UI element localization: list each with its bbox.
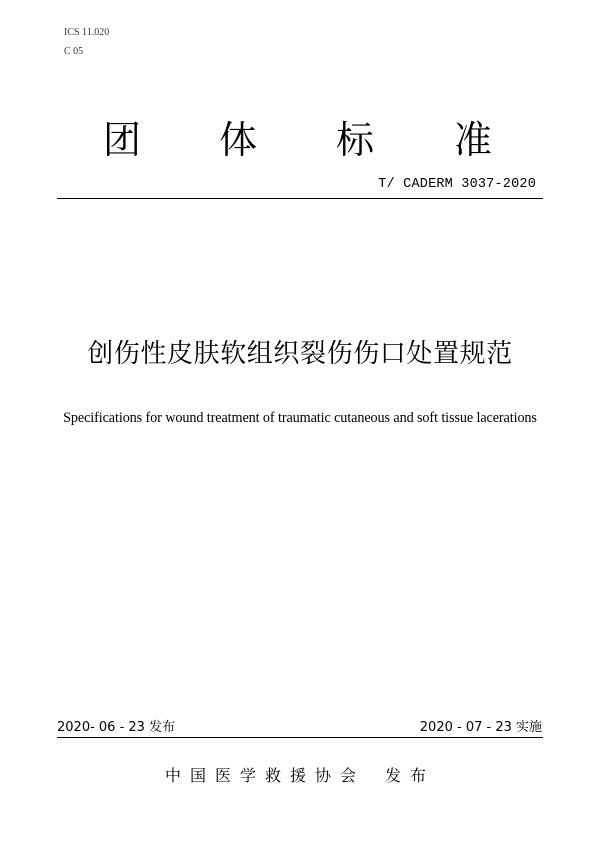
ics-code: ICS 11.020 [64, 27, 110, 38]
bottom-divider [57, 737, 543, 738]
top-divider [57, 198, 543, 199]
publish-label: 发布 [385, 766, 436, 785]
standard-type-char: 准 [454, 118, 493, 162]
document-title-english: Specifications for wound treatment of traumatic cutaneous and soft tissue lacerations [63, 410, 537, 426]
standard-type-heading [100, 118, 500, 162]
publisher-name: 中国医学救援协会 [164, 766, 365, 785]
standard-number: T/ CADERM 3037-2020 [378, 177, 536, 192]
publish-date: 2020- 06 - 23 发布 [57, 720, 176, 735]
standard-type-char: 团 [103, 118, 142, 162]
ccs-code: C 05 [64, 46, 84, 57]
publisher-line [0, 763, 600, 786]
implementation-date: 2020 - 07 - 23 实施 [419, 720, 542, 735]
standard-type-char: 标 [336, 118, 375, 162]
standard-type-char: 体 [219, 118, 258, 162]
document-title-chinese: 创伤性皮肤软组织裂伤伤口处置规范 [87, 339, 513, 369]
